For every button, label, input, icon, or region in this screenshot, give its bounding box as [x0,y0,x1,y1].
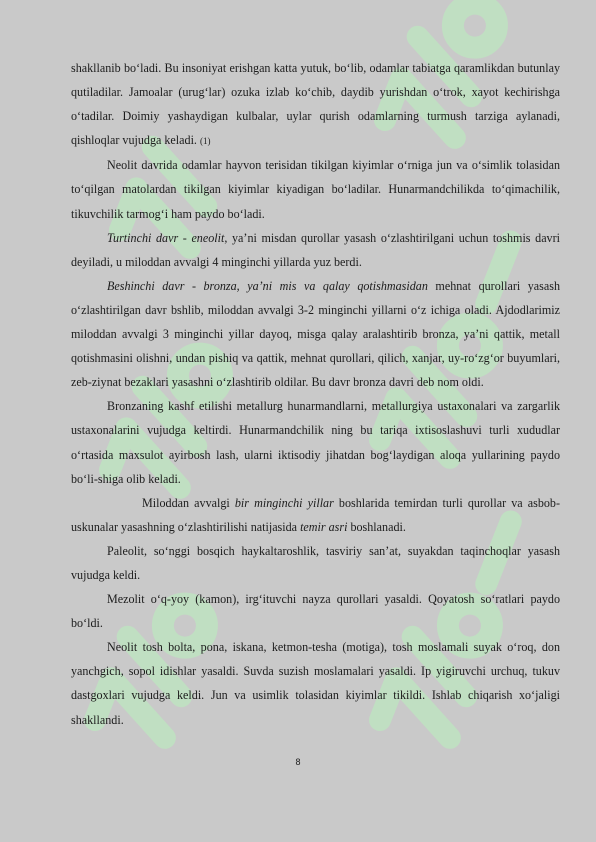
paragraph-3 [71,226,560,274]
paragraph-6 [71,491,560,539]
paragraph-9-text: Neolit tosh bolta, pona, iskana, ketmon-tesha (motiga), tosh moslamali suyak o‘roq, don yanchgich, sopol idishlar yasaldi. Suvda suzish moslamalari yasaldi. Ip yigiruvchi urchuq, tukuv dastgoxlari vujudga keldi. Jun va usimlik tolasidan kiyimlar tikildi. Ishlab chiqarish xo‘jaligi shakllandi. [71,640,560,727]
paragraph-4-text: mehnat qurollari yasash o‘zlashtirilgan davr bshlib, miloddan avvalgi 3-2 minginchi yillarni o‘z ichiga oladi. Ajdodlarimiz miloddan avvalgi 3 minginchi yillar dayoq, misga qalay aralashtirib bronza, ya’ni qattik, metall qotishmasini olishni, undan pishiq va qattik, mehnat qurollari, qilich, xanjar, uy-ro‘zg‘or buyumlari, zeb-ziynat bezaklari yasashni o‘zlashtirib oldilar. Bu davr bronza davri deb nom oldi. [71,278,560,390]
page-body [71,56,560,732]
paragraph-6-text-a: Miloddan avvalgi [142,495,235,510]
reference-marker: (1) [199,136,211,147]
paragraph-7 [71,539,560,587]
paragraph-7-text: Paleolit, so‘nggi bosqich haykaltaroshlik, tasviriy san’at, suyakdan taqinchoqlar yasash vujudga keldi. [71,543,560,582]
paragraph-6-text-c: boshlanadi. [347,519,406,534]
paragraph-5-text: Bronzaning kashf etilishi metallurg hunarmandlarni, metallurgiya ustaxonalari va zargarlik ustaxonalarini vujudga keltirdi. Hunarmandchilik ning bu tariqa ixtisoslashuvi turli xududlar o‘rtasida maxsulot ayirbosh lash, ularni iktisodiy jihatdan bog‘laydigan aloqa yullarining paydo bo‘li-shiga olib keladi. [71,399,560,486]
paragraph-6-term-a: bir minginchi yillar [234,495,334,510]
paragraph-4-term: Beshinchi davr - bronza, ya’ni mis va qalay qotishmasidan [107,278,428,293]
paragraph-6-text-b: boshlarida temirdan turli qurollar va asbob-uskunalar yasashning o‘zlashtirilishi natijasida [71,495,560,534]
page-number: 8 [295,757,301,767]
paragraph-9 [71,635,560,731]
paragraph-8 [71,587,560,635]
paragraph-8-text: Mezolit o‘q-yoy (kamon), irg‘ituvchi nayza qurollari yasaldi. Qoyatosh so‘ratlari paydo bo‘ldi. [71,592,560,631]
paragraph-2 [71,153,560,225]
paragraph-6-term-b: temir asri [300,519,348,534]
paragraph-5 [71,394,560,490]
paragraph-3-text: , ya’ni misdan qurollar yasash o‘zlashtirilgani uchun toshmis davri deyiladi, u miloddan avvalgi 4 minginchi yillarda yuz berdi. [71,230,560,269]
paragraph-1 [71,56,560,153]
paragraph-4 [71,274,560,394]
paragraph-1-text: shakllanib bo‘ladi. Bu insoniyat erishgan katta yutuk, bo‘lib, odamlar tabiatga qaramlikdan butunlay qutiladilar. Jamoalar (urug‘lar) ozuka izlab ko‘chib, daydib yurishdan o‘trok, xayot kechirishga o‘tadilar. Doimiy yashaydigan kulbalar, uylar qurish odamlarning turmush tarziga aylanadi, qishloqlar vujudga keladi. [71,61,560,148]
paragraph-2-text: Neolit davrida odamlar hayvon terisidan tikilgan kiyimlar o‘rniga jun va o‘simlik tolasidan to‘qilgan matolardan tikilgan kiyimlar kiyadigan bo‘ladilar. Hunarmandchilikda to‘qimachilik, tikuvchilik tarmog‘i ham paydo bo‘ladi. [71,158,560,221]
paragraph-3-term: Turtinchi davr - eneolit [107,230,225,245]
